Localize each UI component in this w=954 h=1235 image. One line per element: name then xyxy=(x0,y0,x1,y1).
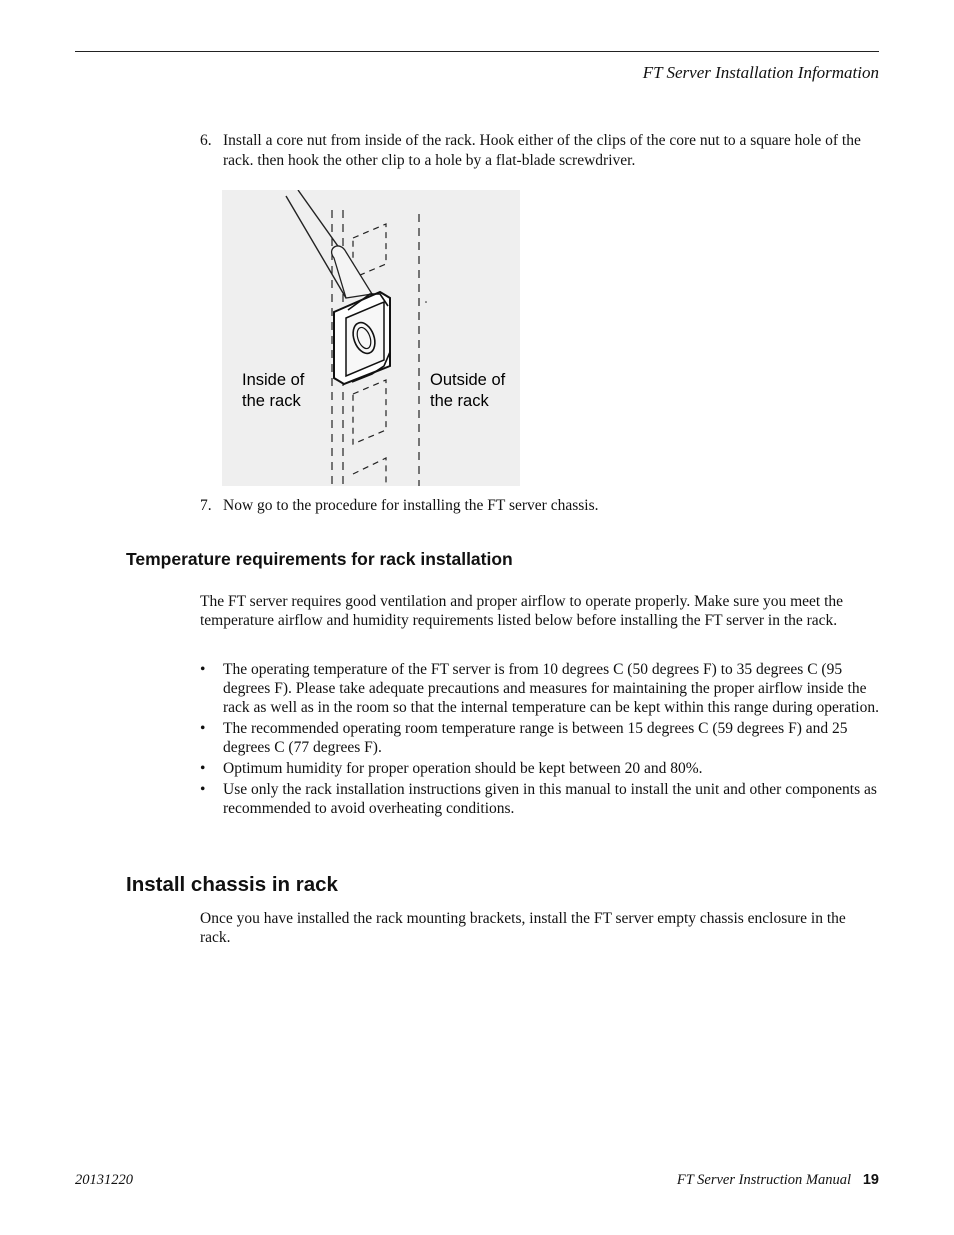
square-hole-lower xyxy=(353,458,386,486)
mark-dot xyxy=(425,301,427,303)
label-inside-line1: Inside of xyxy=(242,371,305,389)
screwdriver-tip xyxy=(332,246,372,298)
list-item xyxy=(200,719,880,757)
step-text: Install a core nut from inside of the rack. Hook either of the clips of the core nut to a square hole of the rack. then hook the other clip to a hole by a flat-blade screwdriver. xyxy=(223,132,861,169)
bullet-mark: • xyxy=(200,781,206,798)
step-number: 7. xyxy=(200,497,212,514)
bullet-text: Optimum humidity for proper operation should be kept between 20 and 80%. xyxy=(223,760,703,777)
square-hole-bottom xyxy=(353,380,386,444)
list-item xyxy=(200,660,880,717)
bullet-text: The operating temperature of the FT server is from 10 degrees C (50 degrees F) to 35 degrees C (95 degrees F). Please take adequate precautions and measures for maintaining the proper airflow inside the rack as well as in the room so that the internal temperature can be kept within this range during operation. xyxy=(223,661,879,716)
footer-manual-title: FT Server Instruction Manual xyxy=(676,1172,851,1188)
page-number: 19 xyxy=(862,1172,879,1188)
running-head: FT Server Installation Information xyxy=(642,63,879,82)
list-item xyxy=(200,780,880,818)
header-rule xyxy=(75,51,879,52)
bullet-text: The recommended operating room temperature range is between 15 degrees C (59 degrees F) and 25 degrees C (77 degrees F). xyxy=(223,720,848,756)
label-inside-line2: the rack xyxy=(242,392,301,410)
temperature-bullet-list xyxy=(200,660,880,820)
step-text: Now go to the procedure for installing the FT server chassis. xyxy=(223,497,599,514)
temperature-heading: Temperature requirements for rack installation xyxy=(126,549,513,569)
square-hole-top xyxy=(353,224,386,278)
step-number: 6. xyxy=(200,132,212,149)
chassis-text: Once you have installed the rack mounting brackets, install the FT server empty chassis enclosure in the rack. xyxy=(200,910,846,946)
temperature-intro: The FT server requires good ventilation and proper airflow to operate properly. Make sure you meet the temperature airflow and humidity requirements listed below before installing the FT server in the rack. xyxy=(200,593,844,629)
step-6 xyxy=(200,131,880,171)
label-outside-line1: Outside of xyxy=(430,371,506,389)
core-nut-illustration xyxy=(222,190,520,486)
label-outside-line2: the rack xyxy=(430,392,489,410)
bullet-mark: • xyxy=(200,661,206,678)
chassis-heading: Install chassis in rack xyxy=(126,873,338,896)
footer-date: 20131220 xyxy=(75,1172,133,1188)
step-7 xyxy=(200,496,880,516)
bullet-mark: • xyxy=(200,760,206,777)
core-nut-diagram xyxy=(222,190,520,486)
bullet-mark: • xyxy=(200,720,206,737)
bullet-text: Use only the rack installation instructions given in this manual to install the unit and other components as recommended to avoid overheating conditions. xyxy=(223,781,877,817)
list-item xyxy=(200,759,880,778)
